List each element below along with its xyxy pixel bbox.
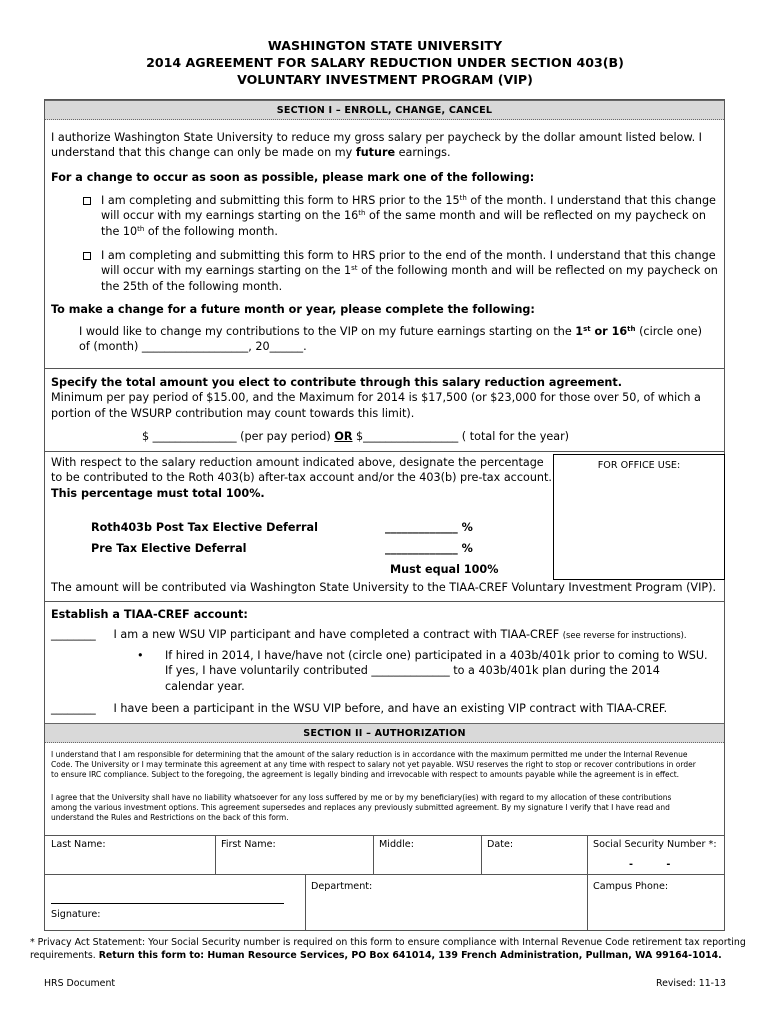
option-2-line-2 <box>101 263 724 278</box>
option-2-line-1: I am completing and submitting this form to HRS prior to the end of the month. I understand that this change <box>101 249 716 262</box>
name-row-top <box>45 835 724 836</box>
asap-heading: For a change to occur as soon as possible, please mark one of the following: <box>51 171 535 184</box>
intro-future: future <box>355 146 396 160</box>
ssn-dashes: - - <box>629 859 671 870</box>
specify-heading: Specify the total amount you elect to contribute through this salary reduction agreement. <box>51 376 622 389</box>
bullet-icon: • <box>137 649 144 662</box>
option-1-sup-3: th <box>137 224 145 233</box>
header-university: WASHINGTON STATE UNIVERSITY <box>267 38 503 53</box>
future-heading: To make a change for a future month or year, please complete the following: <box>51 303 535 316</box>
total-year-blank[interactable]: $_________________ ( total for the year) <box>352 430 570 443</box>
option-1-line-1 <box>101 193 724 208</box>
footer-revised: Revised: 11-13 <box>656 978 726 989</box>
ssn-field[interactable]: Social Security Number *: <box>593 839 717 850</box>
future-1st[interactable]: 1 <box>575 325 584 338</box>
future-text: I would like to change my contributions to the VIP on my future earnings starting on the <box>79 325 576 338</box>
divider-3 <box>45 601 724 602</box>
future-line-1 <box>79 324 719 339</box>
roth-percent-blank[interactable]: _____________ % <box>385 521 473 534</box>
auth-p2-line-3: understand the Rules and Restrictions on the back of this form. <box>51 813 289 823</box>
future-or: or <box>590 325 612 338</box>
name-divider-2 <box>373 835 374 874</box>
option-1-text-b: of the month. I understand that this change <box>466 194 716 207</box>
option-2-text-c: of the following month and will be reflected on my paycheck on <box>357 264 718 278</box>
authorization-paragraph-2 <box>51 793 725 824</box>
divider-2 <box>45 451 724 452</box>
pretax-percent-blank[interactable]: _____________ % <box>385 542 473 555</box>
dept-divider <box>305 874 306 931</box>
option-1-checkbox[interactable] <box>83 197 91 205</box>
designate-line-2: to be contributed to the Roth 403(b) after-tax account and/or the 403(b) pre-tax account. <box>51 471 552 485</box>
bullet-line-1: If hired in 2014, I have/have not (circle one) participated in a 403b/401k prior to coming to WSU. <box>165 649 708 662</box>
option-2-sup: st <box>351 264 358 273</box>
form-frame <box>44 99 725 931</box>
future-change-paragraph <box>79 324 719 355</box>
last-name-field[interactable]: Last Name: <box>51 839 106 850</box>
intro-line-2 <box>51 145 721 160</box>
future-1st-sup: st <box>583 325 591 333</box>
auth-p1-line-1: I understand that I am responsible for determining that the amount of the salary reduction is in accordance with the maximum permitted me under the Internal Revenue <box>51 750 688 759</box>
section-2-title: SECTION II – AUTHORIZATION <box>45 723 724 743</box>
footer-document: HRS Document <box>44 978 116 989</box>
auth-p1-line-2: Code. The University or I may terminate this agreement at any time with respect to salary not yet payable. WSU reserves the right to stop or recover contributions in order <box>51 760 696 770</box>
campus-phone-field[interactable]: Campus Phone: <box>593 881 669 892</box>
first-name-field[interactable]: First Name: <box>221 839 276 850</box>
dept-row-top <box>45 874 724 875</box>
name-divider-3 <box>481 835 482 874</box>
roth-label: Roth403b Post Tax Elective Deferral <box>91 521 318 534</box>
option-1-line-3 <box>101 224 724 239</box>
future-circle-one: (circle one) <box>635 325 702 338</box>
form-header <box>0 0 770 89</box>
privacy-statement <box>30 936 746 963</box>
signature-line[interactable] <box>51 903 284 904</box>
divider-1 <box>45 368 724 369</box>
per-pay-period-blank[interactable]: $ _______________ (per pay period) <box>142 430 335 443</box>
auth-p2-line-2: among the various investment options. This agreement supersedes and replaces any previously submitted agreement. By my signature I verify that I have read and <box>51 803 670 813</box>
must-equal-text: Must equal 100% <box>390 563 499 576</box>
date-field[interactable]: Date: <box>487 839 514 850</box>
privacy-requirements: requirements. <box>30 950 99 962</box>
contributed-text: The amount will be contributed via Washington State University to the TIAA-CREF Voluntary Investment Program (VIP). <box>51 581 717 594</box>
name-divider-4 <box>587 835 588 931</box>
header-agreement: 2014 AGREEMENT FOR SALARY REDUCTION UNDER SECTION 403(B) <box>146 54 624 70</box>
option-1-line-2 <box>101 208 724 223</box>
intro-line-1: I authorize Washington State University to reduce my gross salary per paycheck by the dollar amount listed below. I <box>51 131 702 144</box>
privacy-line-1: * Privacy Act Statement: Your Social Security number is required on this form to ensure compliance with Internal Revenue Code retirement tax reporting <box>30 937 746 948</box>
designate-line-3: This percentage must total 100%. <box>51 486 265 500</box>
existing-participant-blank[interactable]: ________ <box>51 702 96 715</box>
designate-block <box>51 455 551 501</box>
option-2-checkbox[interactable] <box>83 252 91 260</box>
establish-heading: Establish a TIAA-CREF account: <box>51 608 248 621</box>
authorization-paragraph-1 <box>51 750 725 781</box>
new-participant-note: (see reverse for instructions). <box>562 630 687 640</box>
specify-line-1: Minimum per pay period of $15.00, and the Maximum for 2014 is $17,500 (or $23,000 for those over 50, of which a <box>51 391 701 405</box>
existing-participant-line <box>51 701 667 716</box>
header-program: VOLUNTARY INVESTMENT PROGRAM (VIP) <box>237 71 533 87</box>
option-1-text-a: I am completing and submitting this form to HRS prior to the 15 <box>101 194 460 207</box>
new-participant-blank[interactable]: ________ <box>51 628 96 641</box>
return-address: Return this form to: Human Resource Services, PO Box 641014, 139 French Administration, Pullman, WA 99164-1014. <box>98 950 722 962</box>
section-1-title: SECTION I – ENROLL, CHANGE, CANCEL <box>45 100 724 120</box>
name-divider-1 <box>215 835 216 874</box>
option-1-sup-2: th <box>358 209 366 218</box>
option-1 <box>45 193 724 239</box>
option-1-sup: th <box>459 194 467 202</box>
future-16th-sup: th <box>627 325 636 333</box>
middle-field[interactable]: Middle: <box>379 839 414 850</box>
privacy-line-2 <box>30 949 742 962</box>
option-2-text-b: will occur with my earnings starting on the 1 <box>101 264 352 278</box>
option-2-line-3: the 25th of the following month. <box>101 279 283 293</box>
option-1-text-e: the 10 <box>101 224 138 238</box>
department-field[interactable]: Department: <box>311 881 373 892</box>
auth-p1-line-3: to ensure IRC compliance. Subject to the foregoing, the agreement is legally binding and irrevocable with respect to amounts payable while the agreement is in effect. <box>51 770 680 780</box>
intro-text: understand that this change can only be made on my <box>51 146 356 160</box>
signature-label: Signature: <box>51 909 101 920</box>
future-month-year-blank[interactable]: of (month) ___________________, 20______. <box>79 340 307 354</box>
future-16th[interactable]: 16 <box>611 325 628 338</box>
office-use-box <box>553 454 725 580</box>
bullet-line-2[interactable]: If yes, I have voluntarily contributed ______________ to a 403b/401k plan during the 2014 <box>165 664 660 678</box>
intro-tail: earnings. <box>395 146 451 160</box>
specify-line-2: portion of the WSURP contribution may count towards this limit). <box>51 406 415 420</box>
designate-line-1: With respect to the salary reduction amount indicated above, designate the percentage <box>51 456 544 469</box>
authorize-paragraph <box>51 130 721 161</box>
auth-p2-line-1: I agree that the University shall have no liability whatsoever for any loss suffered by me or by my beneficiary(ies) with regard to my allocation of these contributions <box>51 793 672 802</box>
amount-or: OR <box>334 430 353 443</box>
new-participant-line <box>51 627 687 642</box>
specify-block <box>51 375 721 421</box>
office-use-label: FOR OFFICE USE: <box>597 460 681 471</box>
new-participant-text: I am a new WSU VIP participant and have completed a contract with TIAA-CREF <box>113 628 563 641</box>
option-2 <box>45 248 724 294</box>
option-1-text-d: of the same month and will be reflected on my paycheck on <box>365 209 706 223</box>
hired-bullet <box>137 648 721 694</box>
bullet-line-3: calendar year. <box>165 679 245 693</box>
option-1-text-f: of the following month. <box>144 224 278 238</box>
amount-line <box>142 429 569 444</box>
pretax-label: Pre Tax Elective Deferral <box>91 542 247 555</box>
existing-participant-text: I have been a participant in the WSU VIP before, and have an existing VIP contract with TIAA-CREF. <box>113 702 668 715</box>
option-1-text-c: will occur with my earnings starting on the 16 <box>101 209 359 223</box>
